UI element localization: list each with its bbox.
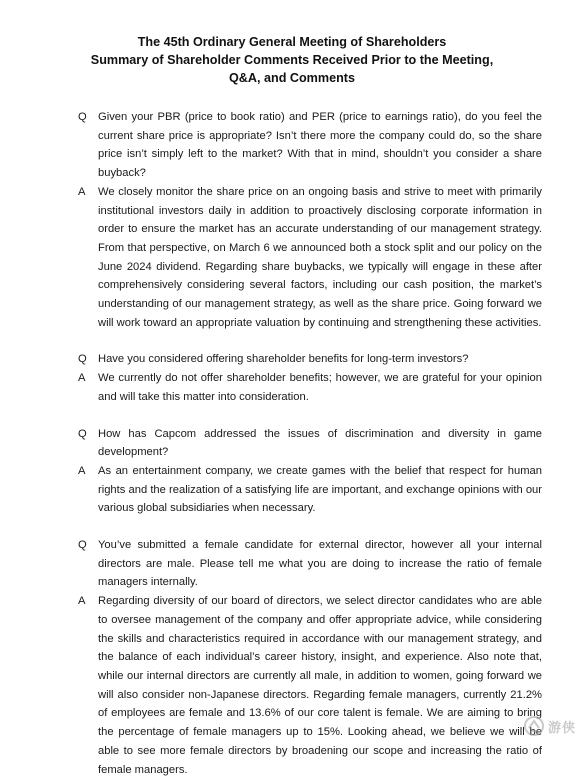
answer (0, 592, 584, 779)
answer-text: Regarding diversity of our board of directors, we select director candidates who are able to oversee management of the company and offer appropriate advice, while considering the skills and characteristics required in accordance with our management strategy, and the balance of each individual’s career history, insight, and experience. Also note that, while our internal directors are currently all male, in addition to women, going forward we will also consider non-Japanese directors. Regarding female managers, currently 21.2% of employees are female and 13.6% of our core talent is female. We are aiming to bring the percentage of female managers up to 15%. Looking ahead, we believe we will be able to see more female directors by broadening our scope and increasing the ratio of female managers. (98, 595, 542, 776)
question-text: How has Capcom addressed the issues of discrimination and diversity in game development? (98, 427, 542, 459)
document-title (0, 33, 584, 87)
question (0, 108, 584, 183)
title-line-1: The 45th Ordinary General Meeting of Shareholders (137, 35, 447, 49)
answer-marker: A (78, 464, 86, 477)
question-marker: Q (78, 111, 87, 123)
answer-text: We currently do not offer shareholder benefits; however, we are grateful for your opinion and will take this matter into consideration. (98, 372, 542, 403)
answer-text: We closely monitor the share price on an ongoing basis and strive to meet with primarily institutional investors daily in addition to proactively disclosing corporate information in order to ensure the market has an accurate understanding of our management strategy. From that perspective, on March 6 we announced both a stock split and our policy on the June 2024 dividend. Regarding share buybacks, we typically will engage in these after comprehensively considering several factors, including our cash position, the market’s understanding of our management strategy, as well as the share price. Going forward we will work toward an appropriate valuation by continuing and strengthening these activities. (98, 185, 542, 329)
qa-item (0, 425, 584, 519)
title-line-3: Q&A, and Comments (229, 71, 355, 85)
question (0, 350, 584, 369)
question (0, 536, 584, 592)
answer (0, 462, 584, 518)
question-text: Have you considered offering shareholder benefits for long-term investors? (98, 353, 469, 366)
question-text: Given your PBR (price to book ratio) and PER (price to earnings ratio), do you feel the current share price is appropriate? Isn’t there more the company could do, so the share price isn’t simply left to the market? With that in mind, shouldn’t you consider a share buyback? (98, 111, 542, 180)
answer-marker: A (78, 595, 86, 608)
answer-text: As an entertainment company, we create games with the belief that respect for human rights and the realization of a satisfying life are important, and exchange opinions with our various global subsidiaries when necessary. (98, 464, 542, 515)
answer (0, 183, 584, 333)
qa-item (0, 108, 584, 332)
question-marker: Q (78, 427, 87, 440)
answer (0, 369, 584, 406)
watermark-logo-icon (523, 715, 545, 737)
question (0, 425, 584, 462)
answer-marker: A (78, 185, 86, 198)
title-line-2: Summary of Shareholder Comments Received Prior to the Meeting, (90, 53, 494, 67)
answer-marker: A (78, 372, 86, 385)
question-marker: Q (78, 353, 87, 366)
qa-list (0, 108, 584, 779)
watermark (523, 715, 576, 737)
watermark-text: 游侠 (547, 720, 576, 736)
qa-item (0, 536, 584, 779)
qa-item (0, 350, 584, 406)
question-text: You’ve submitted a female candidate for external director, however all your internal directors are male. Please tell me what you are doing to increase the ratio of female managers internally. (98, 539, 542, 589)
question-marker: Q (78, 539, 87, 552)
